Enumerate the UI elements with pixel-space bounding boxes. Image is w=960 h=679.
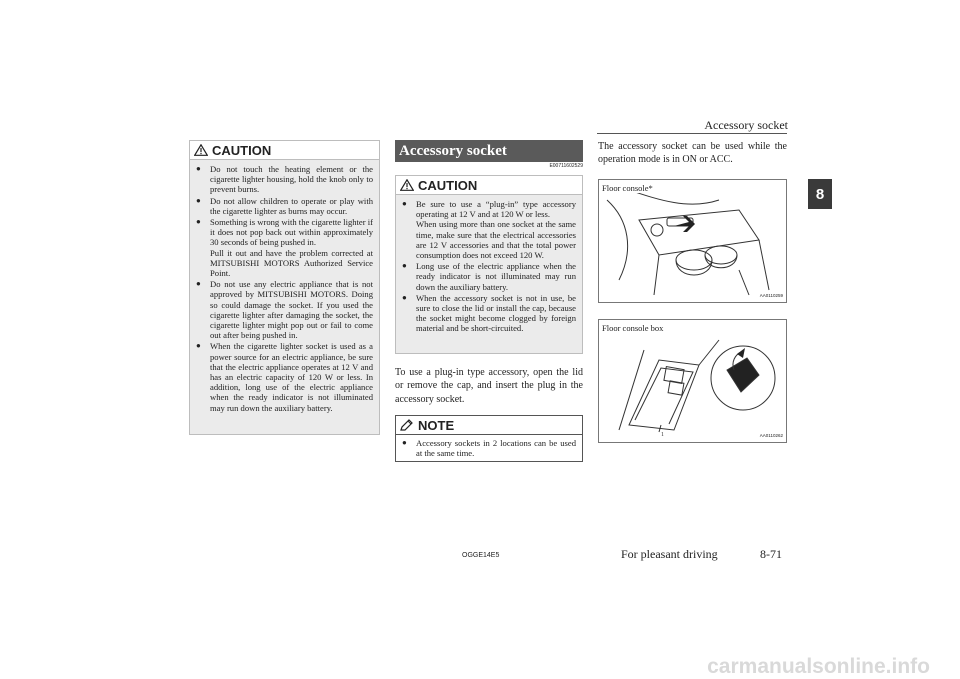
running-header-title: Accessory socket — [704, 118, 788, 132]
list-item — [196, 217, 373, 278]
list-item-text: Long use of the electric appliance when the ready indicator is not illuminated may run down the auxiliary battery. — [416, 261, 576, 292]
right-paragraph: The accessory socket can be used while the operation mode is in ON or ACC. — [598, 141, 787, 166]
list-item — [196, 196, 373, 216]
list-item-text: Do not allow children to operate or play with the cigarette lighter as burns may occur. — [210, 195, 373, 216]
list-item — [196, 164, 373, 195]
figure-floor-console — [598, 179, 787, 303]
list-item-extra: When using more than one socket at the same time, make sure that the electrical accessories are 12 V accessories and that the total power consumption does not exceed 120 W. — [416, 219, 576, 261]
caution-label: CAUTION — [418, 177, 478, 193]
section-code: E00711602529 — [549, 163, 583, 169]
caution-list — [190, 164, 379, 413]
chapter-tab[interactable]: 8 — [808, 179, 832, 209]
caution-label: CAUTION — [212, 142, 272, 158]
figure-floor-console-box — [598, 319, 787, 443]
figure-label: Floor console* — [602, 183, 653, 193]
list-item-text: Accessory sockets in 2 locations can be used at the same time. — [416, 438, 576, 459]
list-item-text: Do not use any electric appliance that is not approved by MITSUBISHI MOTORS. Doing so could damage the socket. If you used the cigarette lighter after damaging the socket, the cigarette lighter might pop out or fail to come out after being pushed in. — [210, 279, 373, 341]
floor-console-box-illustration — [599, 320, 787, 443]
list-item-text: When the accessory socket is not in use, be sure to close the lid or install the cap, because the socket might become clogged by foreign material and be short-circuited. — [416, 292, 576, 334]
figure-code: AA0110262 — [759, 433, 783, 438]
list-item — [402, 199, 576, 260]
caution-header — [396, 176, 582, 195]
list-item — [402, 438, 576, 458]
caution-header — [190, 141, 379, 160]
list-item — [196, 341, 373, 412]
list-item-text: When the cigarette lighter socket is used as a power source for an electric appliance, be sure that the electric appliance operates at 12 V and has an electric capacity of 120 W or less. In addition, long use of the electric appliance when the ready indicator is not illuminated may run down the auxiliary battery. — [210, 341, 373, 413]
note-list — [396, 438, 582, 458]
warning-triangle-icon — [194, 144, 208, 156]
list-item-text: Something is wrong with the cigarette lighter if it does not pop back out within approximately 30 seconds of being pushed in. — [210, 217, 374, 248]
body-paragraph: To use a plug-in type accessory, open the lid or remove the cap, and insert the plug in the accessory socket. — [395, 367, 583, 405]
watermark: carmanualsonline.info — [707, 655, 930, 678]
warning-triangle-icon — [400, 179, 414, 191]
list-item-text: Do not touch the heating element or the cigarette lighter housing, hold the knob only to prevent burns. — [210, 164, 373, 195]
footer-section-name: For pleasant driving — [621, 547, 718, 561]
caution-list — [396, 199, 582, 334]
note-label: NOTE — [418, 417, 455, 433]
page-number: 8-71 — [760, 547, 782, 561]
list-item — [196, 279, 373, 340]
section-title: Accessory socket — [395, 140, 583, 162]
list-item-text: Be sure to use a “plug-in” type accessory operating at 12 V and at 120 W or less. — [416, 199, 576, 220]
footer-code: OGGE14E5 — [462, 552, 500, 559]
figure-label: Floor console box — [602, 323, 664, 333]
header-rule — [597, 133, 787, 134]
list-item — [402, 261, 576, 292]
pencil-note-icon — [400, 419, 414, 431]
list-item-extra: Pull it out and have the problem corrected at MITSUBISHI MOTORS Authorized Service Point. — [210, 247, 373, 279]
floor-console-illustration — [599, 180, 787, 303]
list-item — [402, 293, 576, 334]
caution-box-accessory-socket — [395, 175, 583, 354]
note-box — [395, 415, 583, 462]
note-header — [396, 416, 582, 435]
svg-text:1: 1 — [661, 432, 664, 438]
figure-code: AA0110259 — [759, 293, 783, 298]
caution-box-cigarette-lighter — [189, 140, 380, 435]
